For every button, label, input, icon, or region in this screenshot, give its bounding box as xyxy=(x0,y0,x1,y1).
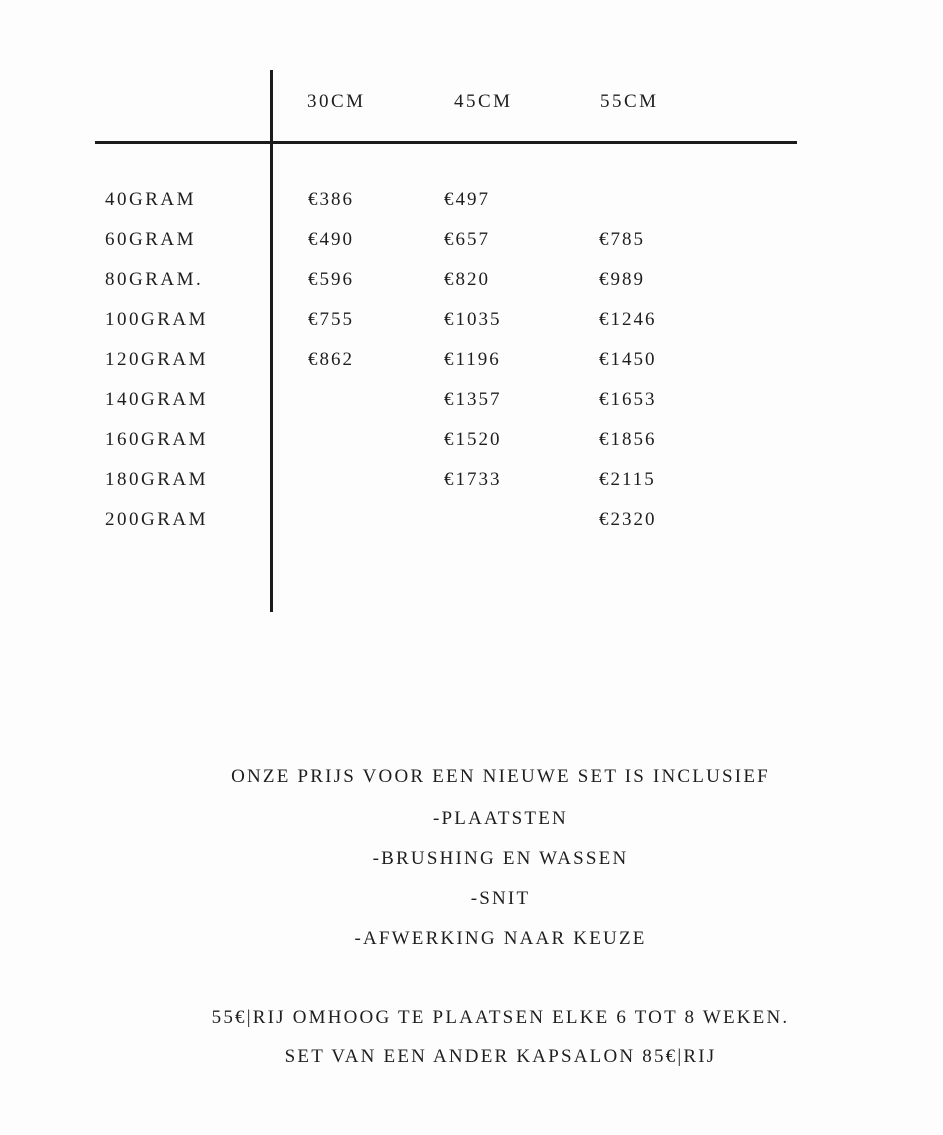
row-label: 60GRAM xyxy=(105,229,197,250)
price-cell-45cm: €497 xyxy=(444,189,490,210)
table-row xyxy=(0,269,943,291)
inclusion-item-plaatsten: -PLAATSTEN xyxy=(433,808,568,829)
table-row xyxy=(0,309,943,331)
row-label: 80GRAM. xyxy=(105,269,204,290)
table-row xyxy=(0,509,943,531)
inclusion-item-afwerking: -AFWERKING NAAR KEUZE xyxy=(354,928,647,949)
price-cell-55cm: €1246 xyxy=(599,309,657,330)
column-header-45cm: 45CM xyxy=(454,91,513,112)
price-cell-55cm: €1653 xyxy=(599,389,657,410)
price-cell-45cm: €1520 xyxy=(444,429,502,450)
price-cell-30cm: €862 xyxy=(308,349,354,370)
price-cell-30cm: €490 xyxy=(308,229,354,250)
price-cell-30cm: €596 xyxy=(308,269,354,290)
note-line-maintenance: 55€|RIJ OMHOOG TE PLAATSEN ELKE 6 TOT 8 WEKEN. xyxy=(211,1007,790,1028)
price-cell-55cm: €1450 xyxy=(599,349,657,370)
column-header-30cm: 30CM xyxy=(307,91,366,112)
price-cell-55cm: €785 xyxy=(599,229,645,250)
row-label: 140GRAM xyxy=(105,389,209,410)
price-cell-45cm: €1357 xyxy=(444,389,502,410)
row-label: 40GRAM xyxy=(105,189,197,210)
table-horizontal-rule xyxy=(95,141,797,144)
inclusion-item-brushing: -BRUSHING EN WASSEN xyxy=(372,848,629,869)
inclusions-heading: ONZE PRIJS VOOR EEN NIEUWE SET IS INCLUSIEF xyxy=(231,766,770,787)
price-cell-55cm: €1856 xyxy=(599,429,657,450)
price-cell-45cm: €1035 xyxy=(444,309,502,330)
table-row xyxy=(0,189,943,211)
row-label: 100GRAM xyxy=(105,309,209,330)
price-cell-55cm: €989 xyxy=(599,269,645,290)
price-cell-45cm: €820 xyxy=(444,269,490,290)
row-label: 200GRAM xyxy=(105,509,209,530)
table-row xyxy=(0,389,943,411)
price-cell-45cm: €1196 xyxy=(444,349,501,370)
table-row xyxy=(0,229,943,251)
price-cell-55cm: €2320 xyxy=(599,509,657,530)
row-label: 180GRAM xyxy=(105,469,209,490)
row-label: 120GRAM xyxy=(105,349,209,370)
price-cell-45cm: €1733 xyxy=(444,469,502,490)
table-row xyxy=(0,429,943,451)
price-cell-45cm: €657 xyxy=(444,229,490,250)
row-label: 160GRAM xyxy=(105,429,209,450)
price-cell-55cm: €2115 xyxy=(599,469,656,490)
note-line-other-salon: SET VAN EEN ANDER KAPSALON 85€|RIJ xyxy=(284,1046,717,1067)
column-header-55cm: 55CM xyxy=(600,91,659,112)
table-row xyxy=(0,349,943,371)
price-cell-30cm: €755 xyxy=(308,309,354,330)
inclusion-item-snit: -SNIT xyxy=(470,888,531,909)
price-cell-30cm: €386 xyxy=(308,189,354,210)
table-row xyxy=(0,469,943,491)
